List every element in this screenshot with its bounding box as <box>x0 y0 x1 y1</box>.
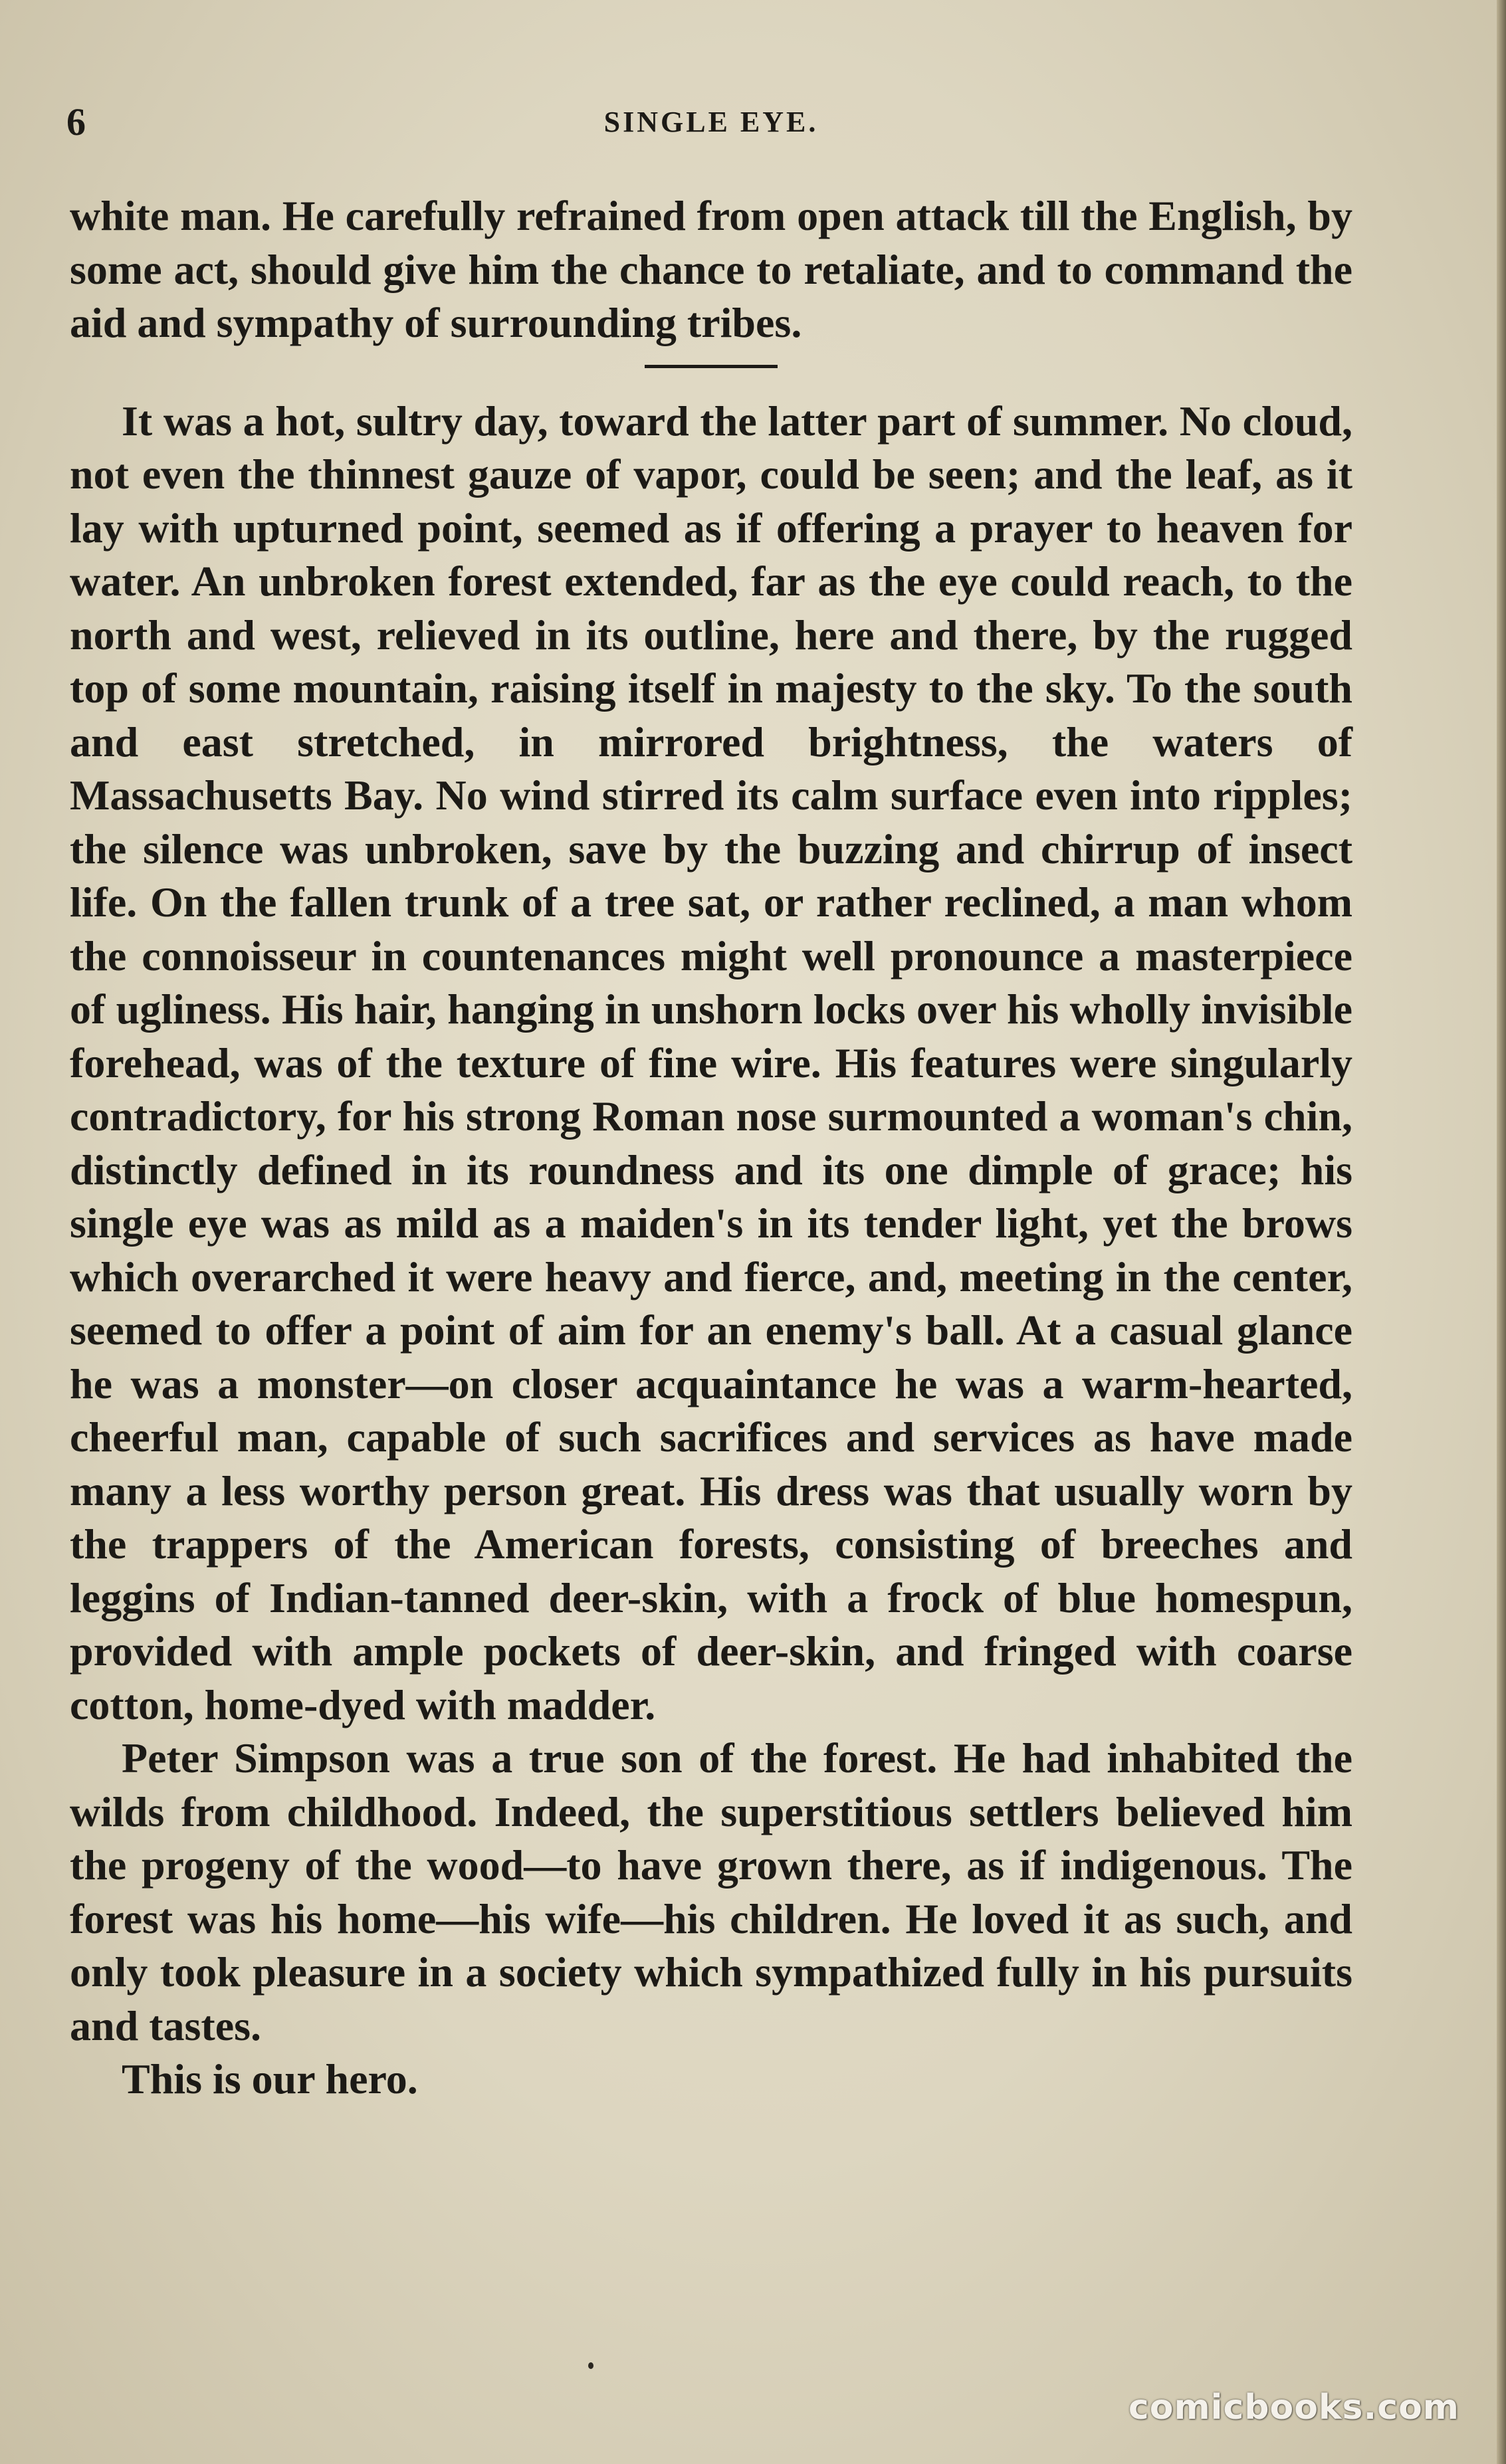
page-number: 6 <box>66 100 86 144</box>
closing-line: This is our hero. <box>122 2055 418 2103</box>
running-head: SINGLE EYE. <box>603 106 819 138</box>
ink-speck <box>588 2362 593 2369</box>
section-divider <box>645 365 778 368</box>
page-edge <box>1497 0 1506 2464</box>
intro-paragraph: white man. He carefully refrained from open attack till the English, by some act, should give him the chance to retaliate, and to command the aid and sympathy of surrounding tribes. <box>70 192 1352 346</box>
page-header <box>66 100 1356 146</box>
paragraph: Peter Simpson was a true son of the forest. He had inhabited the wilds from childhood. Indeed, the superstitious settlers believed him the progeny of the wood—to have grown there, as if indigenous. The forest was his home—his wife—his children. He loved it as such, and only took pleasure in a society which sympathized fully in his pursuits and tastes. <box>70 1734 1352 2049</box>
watermark: comicbooks.com <box>1128 2388 1459 2427</box>
body-text <box>70 189 1352 2106</box>
paragraph: It was a hot, sultry day, toward the latter part of summer. No cloud, not even the thinnest gauze of vapor, could be seen; and the leaf, as it lay with upturned point, seemed as if offering a prayer to heaven for water. An unbroken forest extended, far as the eye could reach, to the north and west, relieved in its outline, here and there, by the rugged top of some mountain, raising itself in majesty to the sky. To the south and east stretched, in mirrored brightness, the waters of Massachusetts Bay. No wind stirred its calm surface even into ripples; the silence was unbroken, save by the buzzing and chirrup of insect life. On the fallen trunk of a tree sat, or rather reclined, a man whom the connoisseur in countenances might well pronounce a masterpiece of ugliness. His hair, hanging in unshorn locks over his wholly invisible forehead, was of the texture of fine wire. His features were singularly contradictory, for his strong Roman nose surmounted a woman's chin, distinctly defined in its roundness and its one dimple of grace; his single eye was as mild as a maiden's in its tender light, yet the brows which overarched it were heavy and fierce, and, meeting in the center, seemed to offer a point of aim for an enemy's ball. At a casual glance he was a monster—on closer acquaintance he was a warm-hearted, cheerful man, capable of such sacrifices and services as have made many a less worthy person great. His dress was that usually worn by the trappers of the American forests, consisting of breeches and leggins of Indian-tanned deer-skin, with a frock of blue homespun, provided with ample pockets of deer-skin, and fringed with coarse cotton, home-dyed with madder. <box>70 397 1352 1728</box>
